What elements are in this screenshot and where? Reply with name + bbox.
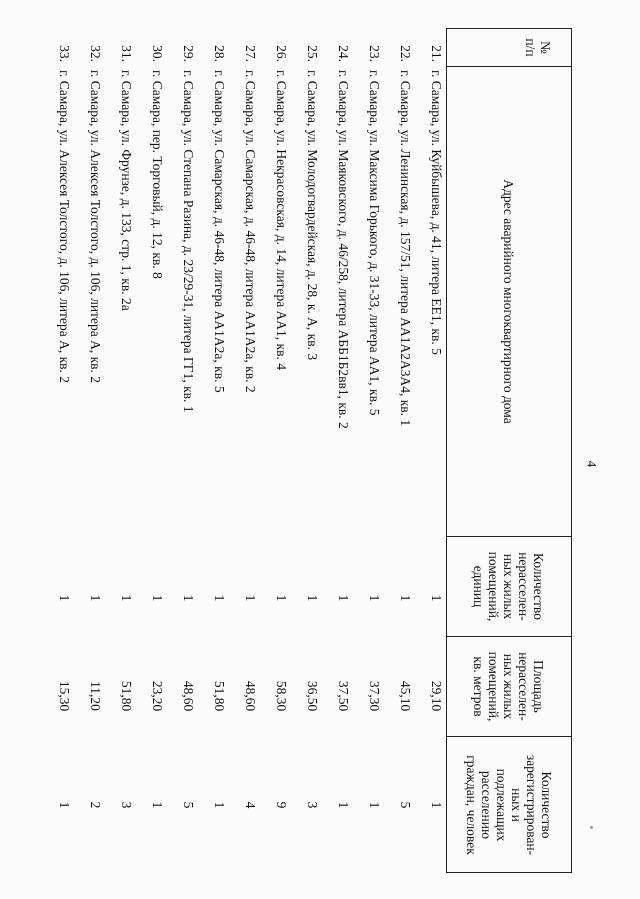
table-row: [413, 28, 444, 873]
table-row: [351, 28, 382, 873]
row-count: 1: [88, 594, 103, 602]
header-count: [447, 537, 571, 637]
row-area: 37,50: [336, 680, 351, 712]
row-people: 2: [88, 801, 103, 809]
row-number: 31.: [119, 45, 134, 62]
row-address: г. Самара, ул. Алексея Толстого, д. 106, литера А, кв. 2: [88, 70, 103, 383]
row-number: 23.: [367, 45, 382, 62]
table-row: [320, 28, 351, 873]
table-row: [258, 28, 289, 873]
row-number: 26.: [274, 45, 289, 62]
row-area: 48,60: [243, 680, 258, 712]
table-row: [72, 28, 103, 873]
row-count: 1: [119, 594, 134, 602]
row-people: 1: [150, 801, 165, 809]
row-count: 1: [274, 594, 289, 602]
row-number: 32.: [88, 45, 103, 62]
row-people: 3: [305, 801, 320, 809]
row-address: г. Самара, ул. Алексея Толстого, д. 106, литера А, кв. 2: [57, 70, 72, 383]
row-people: 4: [243, 801, 258, 809]
rotated-table: [27, 28, 572, 873]
row-address: г. Самара, ул. Ленинская, д. 157/51, литера АА1А2А3А4, кв. 1: [398, 70, 413, 427]
row-count: 1: [57, 594, 72, 602]
row-count: 1: [429, 594, 444, 602]
row-address: г. Самара, пер. Торговый, д. 12, кв. 8: [150, 70, 165, 279]
row-people: 1: [336, 801, 351, 809]
row-number: 30.: [150, 45, 165, 62]
row-number: 25.: [305, 45, 320, 62]
row-count: 1: [212, 594, 227, 602]
row-address: г. Самара, ул. Степана Разина, д. 23/29-31, литера ГГ1, кв. 1: [181, 70, 196, 413]
row-address: г. Самара, ул. Куйбышева, д. 41, литера ЕЕ1, кв. 5: [429, 70, 444, 355]
header-area-label: Площадь нерасселен- ных жилых помещений, кв. метров: [471, 651, 547, 722]
row-count: 1: [243, 594, 258, 602]
row-number: 27.: [243, 45, 258, 62]
row-number: 24.: [336, 45, 351, 62]
row-area: 58,30: [274, 680, 289, 712]
row-area: 45,10: [398, 680, 413, 712]
header-people: [447, 737, 571, 873]
row-area: 29,10: [429, 680, 444, 712]
row-people: 1: [367, 801, 382, 809]
row-area: 48,60: [181, 680, 196, 712]
header-area: [447, 637, 571, 737]
table-row: [103, 28, 134, 873]
table-row: [41, 28, 72, 873]
header-address: [447, 67, 571, 537]
table-row: [227, 28, 258, 873]
row-people: 5: [181, 801, 196, 809]
table-row: [196, 28, 227, 873]
header-count-label: Количество нерасселен- ных жилых помещений, единиц: [471, 551, 547, 622]
table-row: [382, 28, 413, 873]
row-area: 51,80: [212, 680, 227, 712]
row-area: 37,30: [367, 680, 382, 712]
row-number: 21.: [429, 45, 444, 62]
row-address: г. Самара, ул. Самарская, д. 46-48, литера АА1А2а, кв. 5: [212, 70, 227, 393]
row-count: 1: [367, 594, 382, 602]
row-area: 15,30: [57, 680, 72, 712]
row-people: 5: [398, 801, 413, 809]
row-area: 11,20: [88, 681, 103, 711]
header-address-label: Адрес аварийного многоквартирного дома: [501, 179, 517, 424]
row-area: 51,80: [119, 680, 134, 712]
row-number: 33.: [57, 45, 72, 62]
scan-speck: [590, 826, 593, 829]
table-row: [165, 28, 196, 873]
row-address: г. Самара, ул. Некрасовская, д. 14, литера АА1, кв. 4: [274, 70, 289, 370]
row-count: 1: [336, 594, 351, 602]
row-count: 1: [150, 594, 165, 602]
table-header: [446, 28, 572, 873]
row-people: 1: [212, 801, 227, 809]
row-number: 28.: [212, 45, 227, 62]
page-number: 4: [584, 460, 600, 468]
row-area: 23,20: [150, 680, 165, 712]
row-count: 1: [181, 594, 196, 602]
row-number: 29.: [181, 45, 196, 62]
row-address: г. Самара, ул. Фрунзе, д. 133, стр. 1, кв. 2а: [119, 70, 134, 311]
row-people: 1: [57, 801, 72, 809]
row-people: 1: [429, 801, 444, 809]
header-number: [447, 29, 571, 67]
row-people: 9: [274, 801, 289, 809]
header-people-label: Количество зарегистрирован- ных и подлежащих расселению граждан, человек: [464, 754, 554, 856]
table-row: [134, 28, 165, 873]
row-address: г. Самара, ул. Молодогвардейская, д. 28, к. А, кв. 3: [305, 70, 320, 361]
row-address: г. Самара, ул. Самарская, д. 46-48, литера АА1А2а, кв. 2: [243, 70, 258, 393]
table-row: [289, 28, 320, 873]
row-address: г. Самара, ул. Максима Горького, д. 31-33, литера АА1, кв. 5: [367, 70, 382, 416]
row-area: 36,50: [305, 680, 320, 712]
header-number-label: № п/п: [523, 38, 553, 57]
row-count: 1: [398, 594, 413, 602]
row-count: 1: [305, 594, 320, 602]
row-address: г. Самара, ул. Маяковского, д. 46/258, литера АББ1Б2вв1, кв. 2: [336, 70, 351, 429]
row-number: 22.: [398, 45, 413, 62]
row-people: 3: [119, 801, 134, 809]
